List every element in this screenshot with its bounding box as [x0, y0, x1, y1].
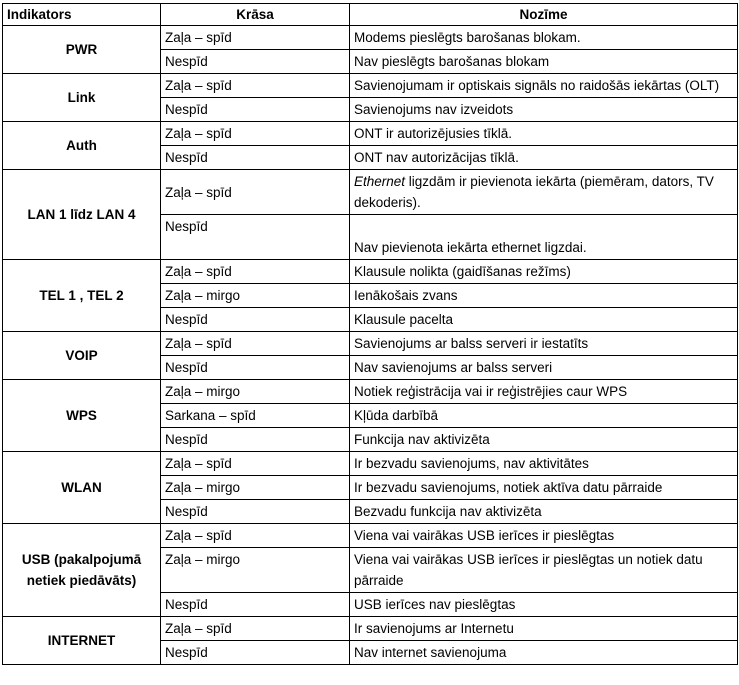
color-cell: Zaļa – mirgo [161, 548, 350, 593]
meaning-cell: Klausule nolikta (gaidīšanas režīms) [350, 260, 738, 284]
color-cell: Zaļa – spīd [161, 260, 350, 284]
indicator-auth: Auth [3, 122, 161, 170]
meaning-cell: ONT ir autorizējusies tīklā. [350, 122, 738, 146]
color-cell: Zaļa – spīd [161, 170, 350, 215]
meaning-cell: Notiek reģistrācija vai ir reģistrējies caur WPS [350, 380, 738, 404]
meaning-cell [350, 170, 738, 215]
meaning-cell: ONT nav autorizācijas tīklā. [350, 146, 738, 170]
color-cell: Zaļa – spīd [161, 617, 350, 641]
meaning-cell: Modems pieslēgts barošanas blokam. [350, 26, 738, 50]
meaning-cell: Savienojums ar balss serveri ir iestatīts [350, 332, 738, 356]
color-cell: Zaļa – spīd [161, 524, 350, 548]
indicator-lan: LAN 1 līdz LAN 4 [3, 170, 161, 260]
indicator-pwr: PWR [3, 26, 161, 74]
color-cell: Nespīd [161, 308, 350, 332]
header-krasa: Krāsa [161, 4, 350, 26]
color-cell: Nespīd [161, 500, 350, 524]
color-cell: Zaļa – spīd [161, 452, 350, 476]
table-row [3, 122, 738, 146]
color-cell: Sarkana – spīd [161, 404, 350, 428]
color-cell: Nespīd [161, 50, 350, 74]
meaning-cell: Funkcija nav aktivizēta [350, 428, 738, 452]
meaning-cell: Nav savienojums ar balss serveri [350, 356, 738, 380]
indicator-voip: VOIP [3, 332, 161, 380]
indicator-wps: WPS [3, 380, 161, 452]
meaning-cell: Viena vai vairākas USB ierīces ir pieslēgtas [350, 524, 738, 548]
header-indikators: Indikators [3, 4, 161, 26]
meaning-cell: Ir bezvadu savienojums, nav aktivitātes [350, 452, 738, 476]
meaning-cell: Nav internet savienojuma [350, 641, 738, 665]
meaning-cell: Klausule pacelta [350, 308, 738, 332]
color-cell: Zaļa – spīd [161, 74, 350, 98]
meaning-cell: Savienojumam ir optiskais signāls no raidošās iekārtas (OLT) [350, 74, 738, 98]
color-cell: Nespīd [161, 641, 350, 665]
meaning-cell: Ienākošais zvans [350, 284, 738, 308]
color-cell: Nespīd [161, 356, 350, 380]
meaning-cell: Savienojums nav izveidots [350, 98, 738, 122]
indicator-wlan: WLAN [3, 452, 161, 524]
table-row [3, 74, 738, 98]
color-cell: Nespīd [161, 215, 350, 260]
meaning-cell: Kļūda darbībā [350, 404, 738, 428]
meaning-cell: USB ierīces nav pieslēgtas [350, 593, 738, 617]
header-row [3, 4, 738, 26]
meaning-cell: Ir savienojums ar Internetu [350, 617, 738, 641]
meaning-cell: Bezvadu funkcija nav aktivizēta [350, 500, 738, 524]
color-cell: Nespīd [161, 98, 350, 122]
table-row [3, 524, 738, 548]
indicator-link: Link [3, 74, 161, 122]
color-cell: Nespīd [161, 428, 350, 452]
indicator-tel: TEL 1 , TEL 2 [3, 260, 161, 332]
table-row [3, 452, 738, 476]
indicator-usb: USB (pakalpojumā netiek piedāvāts) [3, 524, 161, 617]
table-row [3, 260, 738, 284]
meaning-text: Nav pievienota iekārta ethernet ligzdai. [354, 240, 587, 255]
meaning-cell: Nav pieslēgts barošanas blokam [350, 50, 738, 74]
table-row [3, 170, 738, 215]
color-cell: Zaļa – mirgo [161, 476, 350, 500]
header-nozime: Nozīme [350, 4, 738, 26]
indicator-internet: INTERNET [3, 617, 161, 665]
color-cell: Zaļa – spīd [161, 26, 350, 50]
meaning-cell: Viena vai vairākas USB ierīces ir pieslēgtas un notiek datu pārraide [350, 548, 738, 593]
table-row [3, 380, 738, 404]
table-row [3, 617, 738, 641]
table-row [3, 332, 738, 356]
meaning-cell [350, 215, 738, 260]
meaning-text: ligzdām ir pievienota iekārta (piemēram, dators, TV dekoderis). [354, 174, 714, 210]
meaning-cell: Ir bezvadu savienojums, notiek aktīva datu pārraide [350, 476, 738, 500]
color-cell: Nespīd [161, 593, 350, 617]
color-cell: Zaļa – spīd [161, 332, 350, 356]
color-cell: Nespīd [161, 146, 350, 170]
color-cell: Zaļa – mirgo [161, 380, 350, 404]
color-cell: Zaļa – mirgo [161, 284, 350, 308]
indicator-table [2, 3, 738, 665]
color-cell: Zaļa – spīd [161, 122, 350, 146]
ethernet-term: Ethernet [354, 174, 406, 189]
table-row [3, 26, 738, 50]
